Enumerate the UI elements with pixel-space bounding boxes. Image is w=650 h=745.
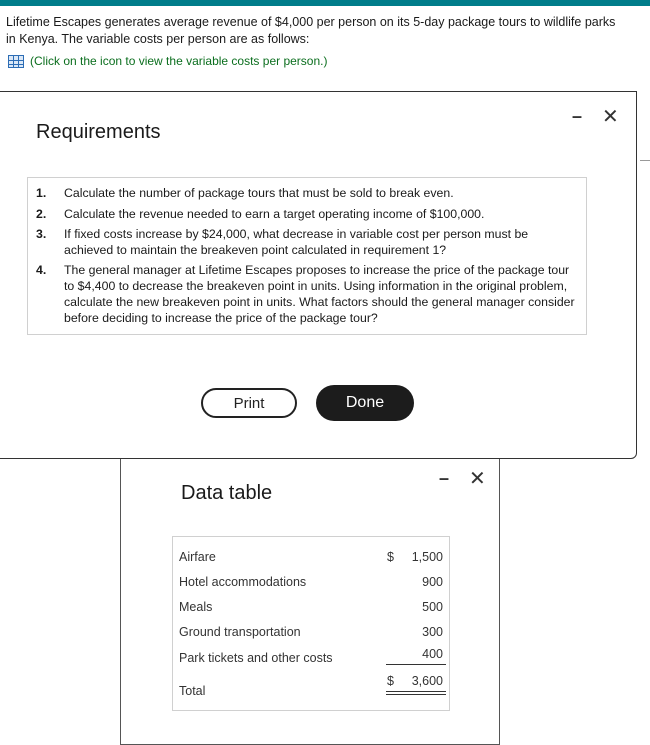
close-icon[interactable]: ✕ [602, 106, 619, 128]
print-button[interactable]: Print [201, 388, 297, 418]
table-row [173, 548, 449, 568]
minimize-icon[interactable]: – [439, 468, 450, 488]
cost-label: Total [179, 684, 206, 698]
variable-cost-table [172, 536, 450, 711]
requirements-title: Requirements [36, 121, 161, 143]
requirement-number: 4. [36, 263, 47, 277]
close-icon[interactable]: ✕ [469, 468, 486, 490]
problem-line-1: Lifetime Escapes generates average revenue of $4,000 per person on its 5-day package tours to wildlife parks [6, 15, 616, 29]
cost-label: Park tickets and other costs [179, 651, 333, 665]
table-row [173, 645, 449, 665]
dollar-sign: $ [387, 674, 394, 688]
cost-amount: 900 [422, 575, 443, 589]
cost-amount: 1,500 [411, 550, 443, 564]
cost-amount: 300 [422, 625, 443, 639]
data-table-title: Data table [181, 482, 273, 504]
cost-amount: 500 [422, 600, 443, 614]
table-row [173, 623, 449, 643]
requirements-list [27, 177, 587, 335]
top-accent-bar [0, 0, 650, 6]
requirement-number: 3. [36, 227, 47, 241]
problem-statement [6, 14, 646, 48]
cost-label: Hotel accommodations [179, 575, 307, 589]
minimize-icon[interactable]: – [572, 106, 583, 126]
total-double-rule [386, 694, 446, 695]
dollar-sign: $ [387, 550, 394, 564]
table-row [173, 598, 449, 618]
requirement-text: The general manager at Lifetime Escapes proposes to increase the price of the package tour to $4,400 to decrease the breakeven point in units. Using information in the original problem, calculate the new breakeven point in units. What factors should the general manager consider before deciding to increase the price of the package tour? [64, 263, 575, 325]
table-icon[interactable] [8, 55, 24, 68]
cost-label: Meals [179, 600, 213, 614]
table-row [173, 573, 449, 593]
requirements-window [0, 91, 637, 459]
table-row-total [173, 672, 449, 698]
cost-amount: 400 [422, 647, 443, 661]
problem-line-2: in Kenya. The variable costs per person are as follows: [6, 32, 310, 46]
requirement-text: Calculate the revenue needed to earn a target operating income of $100,000. [64, 207, 485, 221]
cost-amount: 3,600 [411, 674, 443, 688]
requirement-text: Calculate the number of package tours that must be sold to break even. [64, 186, 454, 200]
subtotal-rule [386, 664, 446, 665]
requirement-number: 1. [36, 186, 47, 200]
background-divider [640, 160, 650, 161]
total-double-rule [386, 691, 446, 692]
variable-costs-link-text[interactable]: (Click on the icon to view the variable costs per person.) [30, 54, 328, 68]
requirement-number: 2. [36, 207, 47, 221]
done-button[interactable]: Done [316, 385, 414, 421]
cost-label: Ground transportation [179, 625, 301, 639]
variable-costs-link[interactable] [8, 54, 327, 68]
data-table-window [120, 455, 500, 745]
requirement-text: If fixed costs increase by $24,000, what decrease in variable cost per person must be achieved to maintain the breakeven point calculated in requirement 1? [64, 227, 529, 257]
cost-label: Airfare [179, 550, 216, 564]
